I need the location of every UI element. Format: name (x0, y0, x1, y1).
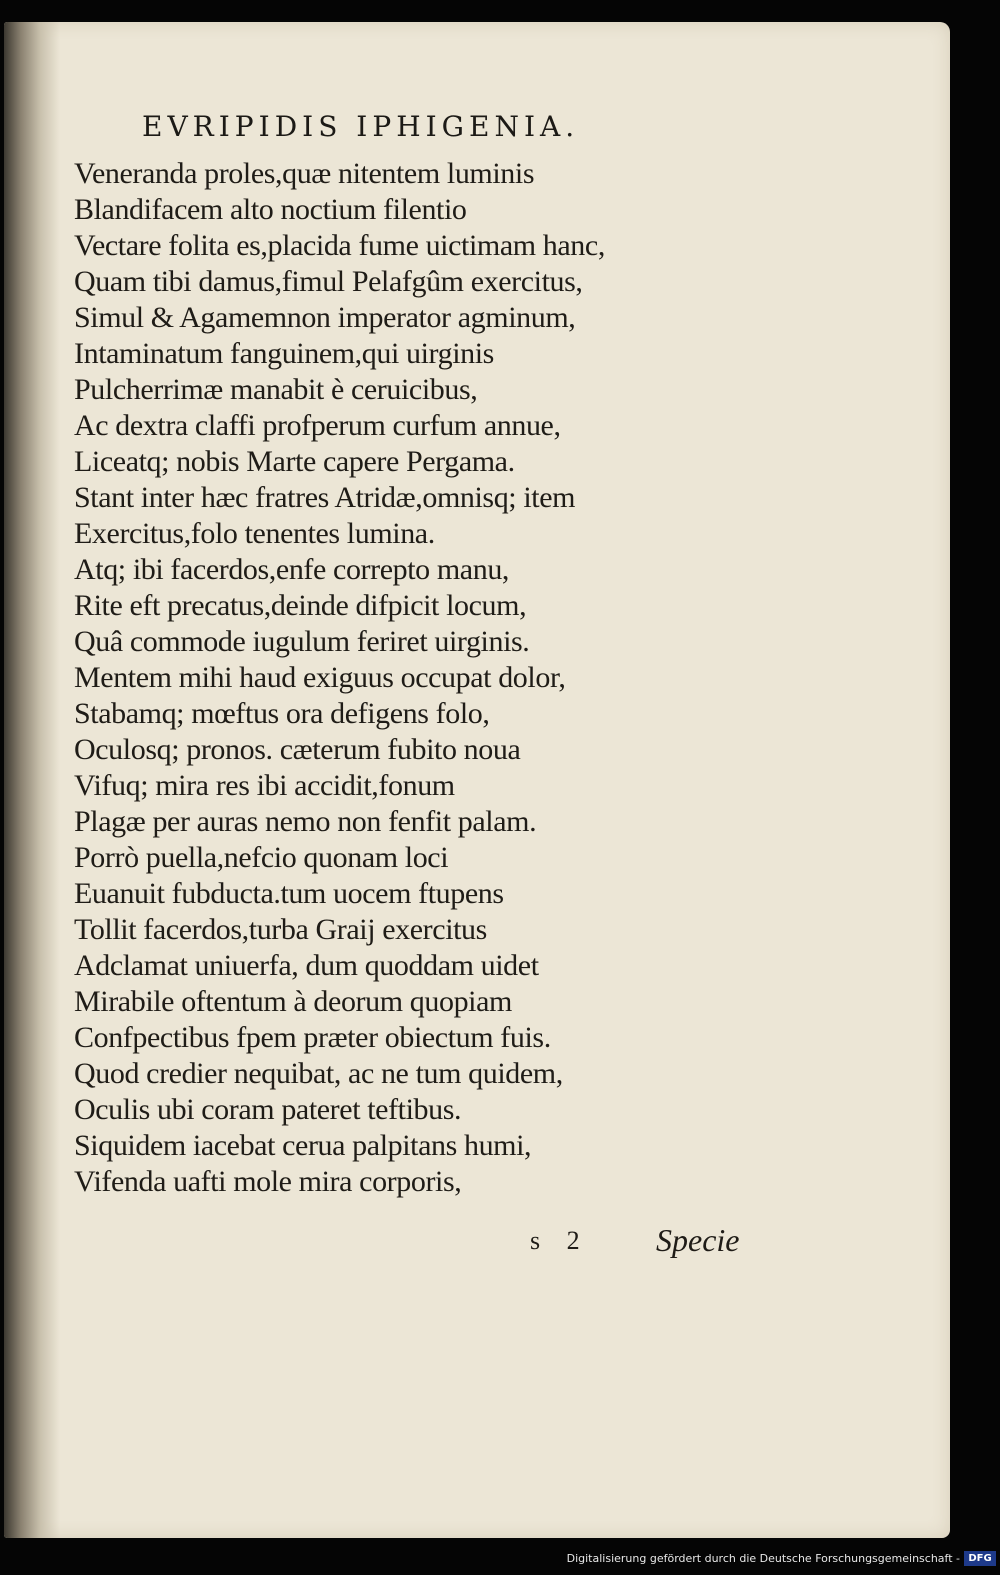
digitization-credit: Digitalisierung gefördert durch die Deutsche Forschungsgemeinschaft - (566, 1552, 960, 1565)
verse-line: Plagæ per auras nemo non fenfit palam. (74, 805, 537, 838)
verse-line: Rite eft precatus,deinde difpicit locum, (74, 589, 527, 622)
book-page (4, 22, 950, 1538)
verse-line: Siquidem iacebat cerua palpitans humi, (74, 1129, 532, 1162)
verse-line: Veneranda proles,quæ nitentem luminis (74, 157, 535, 190)
verse-line: Pulcherrimæ manabit è ceruicibus, (74, 373, 478, 406)
running-head: EVRIPIDIS IPHIGENIA. (142, 110, 580, 143)
verse-line: Confpectibus fpem præter obiectum fuis. (74, 1021, 551, 1054)
verse-line: Ac dextra claffi profperum curfum annue, (74, 409, 561, 442)
verse-line: Oculosq; pronos. cæterum fubito noua (74, 733, 521, 766)
verse-line: Vifuq; mira res ibi accidit,fonum (74, 769, 455, 802)
verse-line: Quam tibi damus,fimul Pelafgûm exercitus, (74, 265, 583, 298)
catchword: Specie (656, 1222, 740, 1258)
verse-line: Liceatq; nobis Marte capere Pergama. (74, 445, 515, 478)
signature-mark: s 2 (530, 1226, 590, 1255)
verse-line: Euanuit fubducta.tum uocem ftupens (74, 877, 504, 910)
verse-text (74, 156, 814, 1200)
verse-line: Stabamq; mœftus ora defigens folo, (74, 697, 490, 730)
verse-line: Adclamat uniuerfa, dum quoddam uidet (74, 949, 539, 982)
verse-line: Blandifacem alto noctium filentio (74, 193, 467, 226)
verse-line: Vectare folita es,placida fume uictimam hanc, (74, 229, 605, 262)
verse-line: Exercitus,folo tenentes lumina. (74, 517, 435, 550)
verse-line: Tollit facerdos,turba Graij exercitus (74, 913, 487, 946)
page-gutter-shadow (4, 22, 60, 1538)
verse-line: Vifenda uafti mole mira corporis, (74, 1165, 462, 1198)
verse-line: Quod credier nequibat, ac ne tum quidem, (74, 1057, 563, 1090)
verse-line: Oculis ubi coram pateret teftibus. (74, 1093, 462, 1126)
verse-line: Mentem mihi haud exiguus occupat dolor, (74, 661, 566, 694)
verse-line: Quâ commode iugulum feriret uirginis. (74, 625, 530, 658)
verse-line: Mirabile oftentum à deorum quopiam (74, 985, 512, 1018)
verse-line: Atq; ibi facerdos,enfe correpto manu, (74, 553, 510, 586)
verse-line: Stant inter hæc fratres Atridæ,omnisq; item (74, 481, 576, 514)
verse-line: Porrò puella,nefcio quonam loci (74, 841, 449, 874)
verse-line: Intaminatum fanguinem,qui uirginis (74, 337, 494, 370)
dfg-logo-icon: DFG (964, 1551, 996, 1566)
verse-line: Simul & Agamemnon imperator agminum, (74, 301, 576, 334)
